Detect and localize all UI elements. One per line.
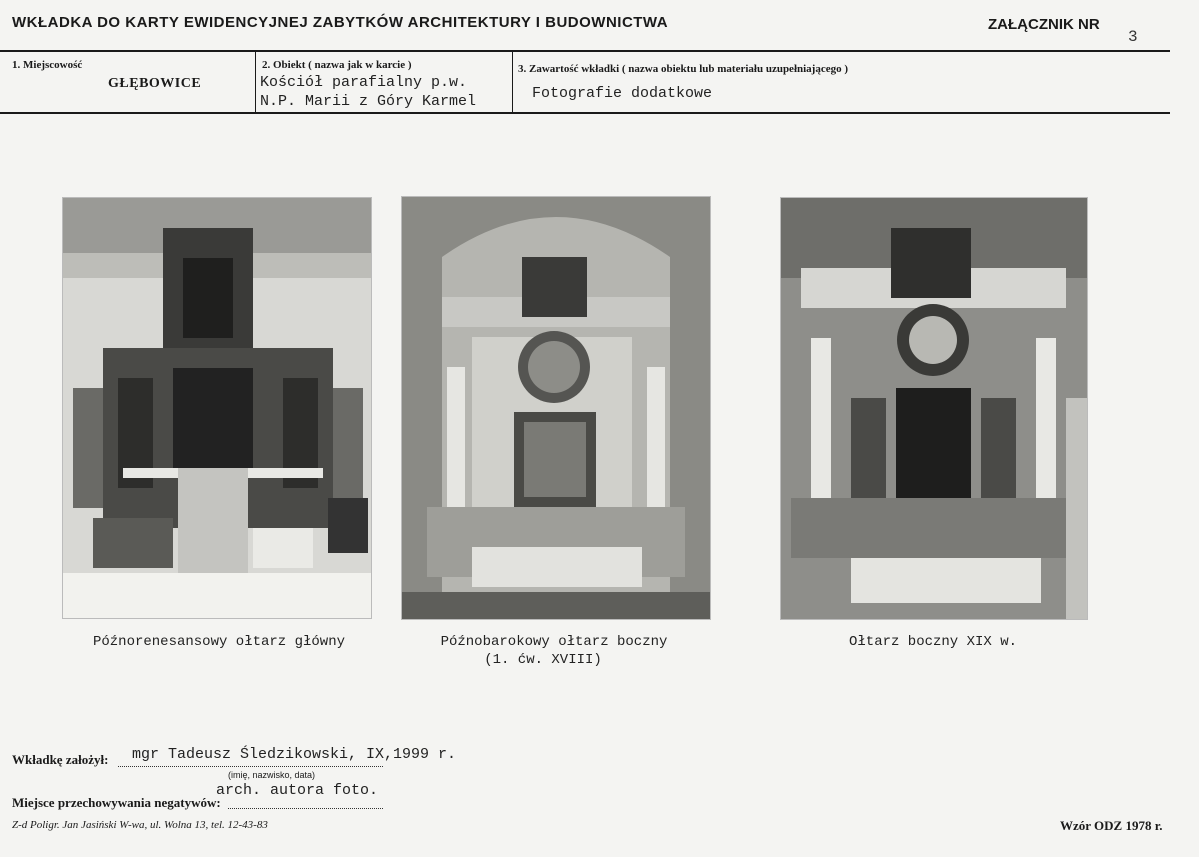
header-bottom-rule: [0, 112, 1170, 114]
founder-hint: (imię, nazwisko, data): [228, 770, 316, 780]
field-divider-1: [255, 52, 256, 112]
annex-number: 3: [1128, 28, 1138, 46]
photo-1-caption: Późnorenesansowy ołtarz główny: [92, 634, 346, 650]
document-title: WKŁADKA DO KARTY EWIDENCYJNEJ ZABYTKÓW ARCHITEKTURY I BUDOWNICTWA: [12, 14, 669, 31]
photo-3-caption: Ołtarz boczny XIX w.: [848, 634, 1018, 650]
printer-imprint: Z-d Poligr. Jan Jasiński W-wa, ul. Wolna 13, tel. 12-43-83: [12, 819, 268, 831]
photo-19th-century-altar: [780, 197, 1088, 620]
place-label: 1. Miejscowość: [12, 59, 83, 71]
negatives-label: Miejsce przechowywania negatywów:: [12, 795, 221, 810]
baroque-altar-image: [402, 197, 710, 619]
object-line-2: N.P. Marii z Góry Karmel: [260, 93, 477, 110]
founder-value: mgr Tadeusz Śledzikowski, IX,1999 r.: [132, 746, 457, 763]
founder-dotted-line: [118, 766, 383, 767]
field-divider-2: [512, 52, 513, 112]
place-value: GŁĘBOWICE: [108, 76, 202, 91]
founder-label: Wkładkę założył:: [12, 752, 109, 767]
object-line-1: Kościół parafialny p.w.: [260, 74, 468, 91]
form-model: Wzór ODZ 1978 r.: [1060, 818, 1163, 833]
photo-2-caption: Późnobarokowy ołtarz boczny: [440, 634, 668, 650]
content-value: Fotografie dodatkowe: [532, 85, 713, 102]
photo-baroque-altar: [401, 196, 711, 620]
negatives-dotted-line: [228, 808, 383, 809]
photo-main-altar: [62, 197, 372, 619]
content-label: 3. Zawartość wkładki ( nazwa obiektu lub materiału uzupełniającego ): [518, 63, 849, 75]
photo-2-caption-line-2: (1. ćw. XVIII): [484, 652, 602, 668]
annex-label: ZAŁĄCZNIK NR: [988, 16, 1100, 33]
object-label: 2. Obiekt ( nazwa jak w karcie ): [262, 59, 412, 71]
header-top-rule: [0, 50, 1170, 52]
nineteenth-century-altar-image: [781, 198, 1087, 619]
main-altar-image: [63, 198, 371, 618]
negatives-value: arch. autora foto.: [216, 782, 379, 799]
